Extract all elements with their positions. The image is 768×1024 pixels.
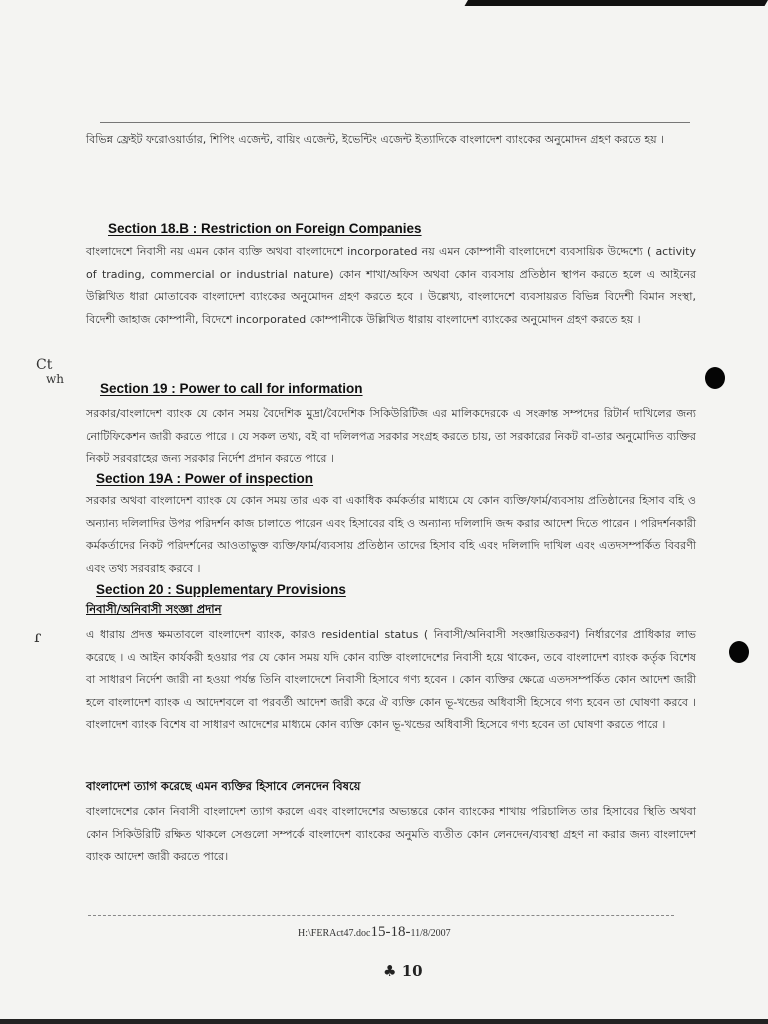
page-number-value: 10	[401, 962, 423, 980]
punch-hole-upper	[705, 367, 725, 389]
section-18b-heading: Section 18.B : Restriction on Foreign Companies	[108, 221, 422, 236]
footer-file-path	[298, 924, 451, 941]
margin-mark-bottom: wh	[46, 372, 64, 386]
page-number-mark-icon: ♣	[383, 962, 397, 980]
footer-path-suffix: 11/8/2007	[410, 928, 451, 939]
page-edge-bottom	[0, 1019, 768, 1024]
punch-hole-lower	[729, 641, 749, 663]
footer-path-prefix: H:\FERAct47.doc	[298, 928, 371, 939]
page-number	[383, 962, 423, 980]
section-19-body: সরকার/বাংলাদেশ ব্যাংক যে কোন সময় বৈদেশিক মুদ্রা/বৈদেশিক সিকিউরিটিজ এর মালিকদেরকে এ সংক্রান্ত সম্পদের রিটার্ন দাখিলের জন্য নোটিফিকেশন জারী করতে পারে । যে সকল তথ্য, বই বা দলিলপত্র সরকার সংগ্রহ করতে চায়, তা সরকারের নিকট বা-তার অনুমোদিত ব্যক্তির নিকট সরবরাহের জন্য সরকার নির্দেশ প্রদান করতে পারে ।	[86, 407, 696, 466]
margin-mark-tick: ɾ	[34, 627, 42, 646]
page-edge-shadow	[465, 0, 768, 6]
section-20-heading: Section 20 : Supplementary Provisions	[96, 582, 346, 597]
section-18b-body: বাংলাদেশে নিবাসী নয় এমন কোন ব্যক্তি অথবা বাংলাদেশে incorporated নয় এমন কোম্পানী বাংলাদেশে ব্যবসায়িক উদ্দেশ্যে ( activity of trading, commercial or industrial nature) কোন শাখা/অফিস অথবা কোন ব্যবসায় প্রতিষ্ঠান স্থাপন করতে হলে এ আইনের উল্লিখিত ধারা মোতাবেক বাংলাদেশ ব্যাংকের অনুমোদন গ্রহণ করতে হবে । উল্লেখ্য, বাংলাদেশে ব্যবসায়রত বিভিন্ন বিদেশী বিমান সংস্থা, বিদেশী জাহাজ কোম্পানী, বিদেশে incorporated কোম্পানীকে উল্লিখিত ধারায় বাংলাদেশ ব্যাংকের অনুমোদন গ্রহণ করতে হয় ।	[86, 245, 696, 326]
section-19a-body: সরকার অথবা বাংলাদেশ ব্যাংক যে কোন সময় তার এক বা একাধিক কর্মকর্তার মাধ্যমে যে কোন ব্যক্তি/ফার্ম/ব্যবসায় প্রতিষ্ঠানের হিসাব বহি ও অন্যান্য দলিলাদির উপর পরিদর্শন কাজ চালাতে পারেন এবং হিসাবের বহি ও অন্যান্য দলিলাদি জব্দ করার আদেশ দিতে পারেন । পরিদর্শনকারী কর্মকর্তাদের নিকট পরিদর্শনের আওতাভুক্ত ব্যক্তি/ফার্ম/ব্যবসায় প্রতিষ্ঠান তাদের হিসাব বহি এবং দলিলাদি দাখিল এবং এতদসম্পর্কিত বিবরণী এবং তথ্য সরবরাহ করবে ।	[86, 494, 696, 575]
section-19a-heading: Section 19A : Power of inspection	[96, 471, 314, 486]
section-20-body: এ ধারায় প্রদত্ত ক্ষমতাবলে বাংলাদেশ ব্যাংক, কারও residential status ( নিবাসী/অনিবাসী সংজ্ঞায়িতকরণ) নির্ধারণের প্রাধিকার লাভ করেছে । এ আইন কার্যকরী হওয়ার পর যে কোন সময় যদি কোন ব্যক্তি বাংলাদেশের নিবাসী হয়ে থাকেন, তবে বাংলাদেশ ব্যাংক কর্তৃক বিশেষ বা সাধারণ নির্দেশ জারী না হওয়া পর্যন্ত তিনি বাংলাদেশে নিবাসী হিসাবে গণ্য হবেন । কোন ব্যক্তির ক্ষেত্রে এতদসম্পর্কিত কোন আদেশ জারী হলে বাংলাদেশ ব্যাংক এ আদেশবলে বা পরবর্তী আদেশ জারী করে ঐ ব্যক্তি কোন ভূ-খন্ডের অধিবাসী হিসেবে গণ্য হবেন তা ঘোষণা করবে । বাংলাদেশ ব্যাংক বিশেষ বা সাধারণ আদেশের মাধ্যমে কোন ব্যক্তি কোন ভূ-খন্ডের অধিবাসী হিসেবে গণ্য হবেন তা ঘোষণা করতে পারে ।	[86, 628, 696, 732]
footer-path-big: 15-18-	[370, 924, 411, 940]
footer-rule	[88, 915, 674, 916]
departed-resident-subheading: বাংলাদেশ ত্যাগ করেছে এমন ব্যক্তির হিসাবে লেনদেন বিষয়ে	[86, 779, 361, 793]
departed-resident-body: বাংলাদেশের কোন নিবাসী বাংলাদেশ ত্যাগ করলে এবং বাংলাদেশের অভ্যন্তরে কোন ব্যাংকের শাখায় পরিচালিত তার হিসাবের স্থিতি অথবা কোন সিকিউরিটি রক্ষিত থাকলে সেগুলো সম্পর্কে বাংলাদেশ ব্যাংকের অনুমতি ব্যতীত কোন লেনদেন/ব্যবস্থা গ্রহণ না করার জন্য বাংলাদেশ ব্যাংক আদেশ জারী করতে পারে।	[86, 805, 696, 864]
section-19-heading: Section 19 : Power to call for information	[100, 381, 363, 396]
intro-paragraph: বিভিন্ন ফ্রেইট ফরোওয়ার্ডার, শিপিং এজেন্ট, বায়িং এজেন্ট, ইভেন্টিং এজেন্ট ইত্যাদিকে বাংলাদেশ ব্যাংকের অনুমোদন গ্রহণ করতে হয় ।	[86, 133, 665, 146]
residency-subheading: নিবাসী/অনিবাসী সংজ্ঞা প্রদান	[86, 602, 222, 616]
margin-mark-top: Ct	[36, 357, 53, 373]
header-rule	[100, 122, 690, 123]
